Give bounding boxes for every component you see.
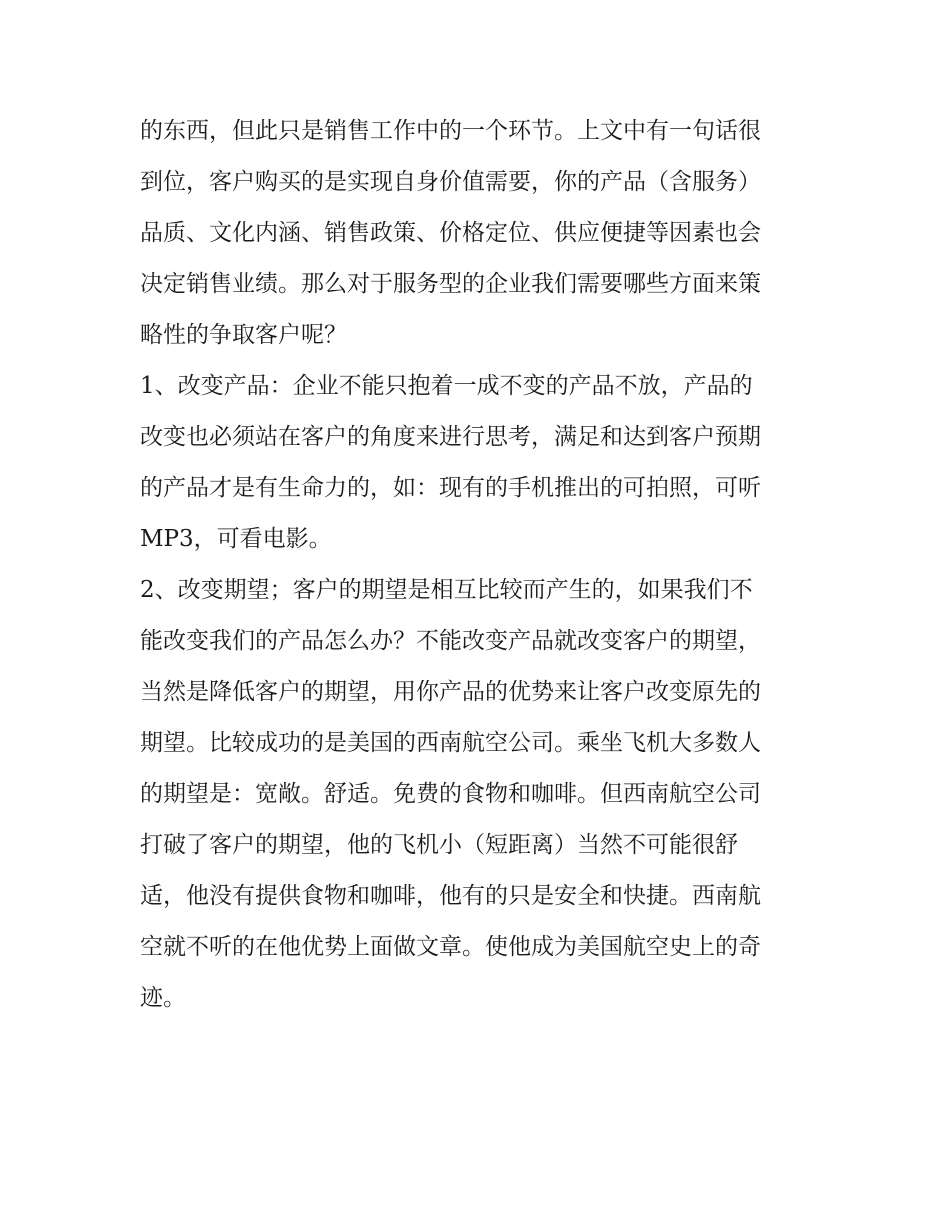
- text-line: 的产品才是有生命力的，如：现有的手机推出的可拍照，可听: [140, 475, 761, 501]
- text-line: 的期望是：宽敞。舒适。免费的食物和咖啡。但西南航空公司: [140, 781, 761, 807]
- text-line: 当然是降低客户的期望，用你产品的优势来让客户改变原先的: [140, 679, 761, 705]
- text-line: 空就不听的在他优势上面做文章。使他成为美国航空史上的奇: [140, 934, 761, 960]
- text-line: 能改变我们的产品怎么办？不能改变产品就改变客户的期望，: [140, 628, 761, 654]
- text-line: MP3，可看电影。: [140, 526, 332, 552]
- text-line: 决定销售业绩。那么对于服务型的企业我们需要哪些方面来策: [140, 271, 761, 297]
- text-line: 品质、文化内涵、销售政策、价格定位、供应便捷等因素也会: [140, 220, 761, 246]
- text-line: 适，他没有提供食物和咖啡，他有的只是安全和快捷。西南航: [140, 883, 761, 909]
- text-line: 1、改变产品：企业不能只抱着一成不变的产品不放，产品的: [140, 373, 753, 399]
- text-line: 期望。比较成功的是美国的西南航空公司。乘坐飞机大多数人: [140, 730, 761, 756]
- text-line: 的东西，但此只是销售工作中的一个环节。上文中有一句话很: [140, 118, 761, 144]
- text-line: 2、改变期望；客户的期望是相互比较而产生的，如果我们不: [140, 577, 753, 603]
- text-line: 迹。: [140, 985, 186, 1011]
- text-line: 打破了客户的期望，他的飞机小（短距离）当然不可能很舒: [140, 832, 738, 858]
- body-text: [140, 106, 820, 1024]
- text-line: 略性的争取客户呢？: [140, 322, 347, 348]
- text-line: 到位，客户购买的是实现自身价值需要，你的产品（含服务）: [140, 169, 761, 195]
- text-line: 改变也必须站在客户的角度来进行思考，满足和达到客户预期: [140, 424, 761, 450]
